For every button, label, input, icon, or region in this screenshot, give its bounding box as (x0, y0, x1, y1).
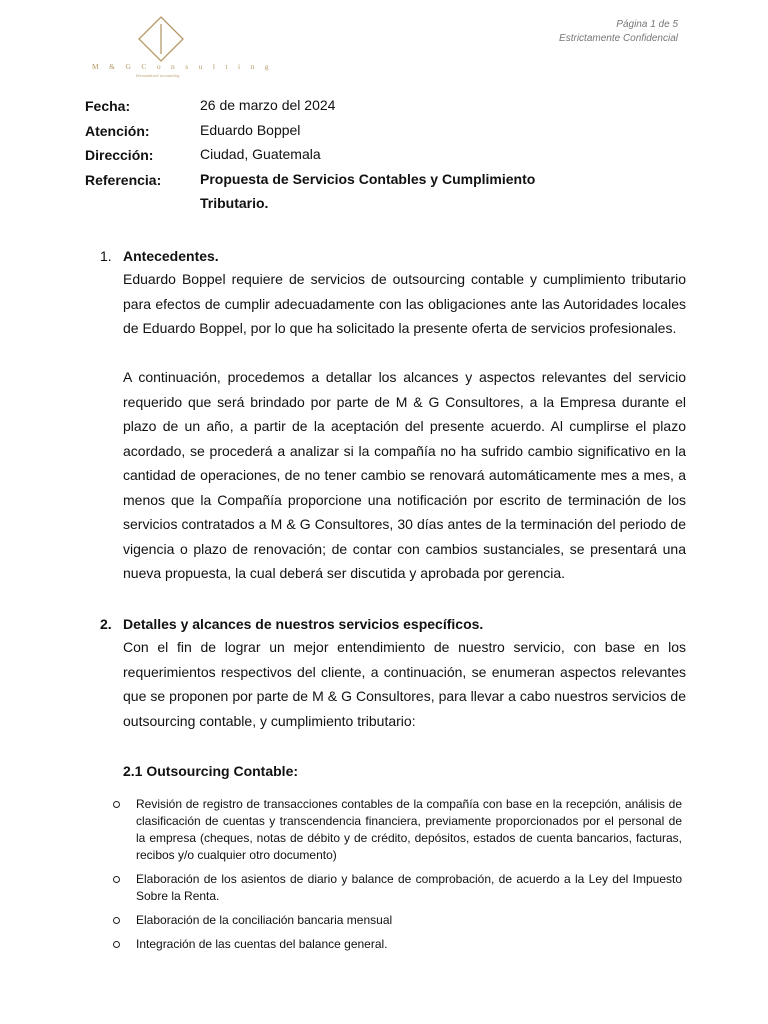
document-meta (85, 97, 685, 211)
meta-value-address: Ciudad, Guatemala (200, 146, 321, 162)
list-item-text: Elaboración de la conciliación bancaria mensual (136, 913, 393, 927)
section-number: 1. (100, 248, 112, 264)
company-logo (86, 16, 273, 84)
meta-label: Dirección: (85, 147, 154, 163)
section-paragraph: Eduardo Boppel requiere de servicios de outsourcing contable y cumplimiento tributario para efectos de cumplir adecuadamente con las obligaciones ante las Autoridades locales de Eduardo Boppel, por lo que ha solicitado la presente oferta de servicios profesionales. (123, 271, 686, 336)
bullet-list (112, 796, 682, 960)
section-heading: Antecedentes. (123, 248, 219, 264)
hollow-bullet-icon (113, 917, 120, 924)
page-header-info (559, 18, 678, 46)
meta-value-reference: Propuesta de Servicios Contables y Cumplimiento Tributario. (200, 170, 536, 211)
hollow-bullet-icon (113, 941, 120, 948)
confidential-label: Estrictamente Confidencial (559, 33, 678, 44)
meta-row-reference (85, 170, 685, 211)
logo-wordmark: M & G C o n s u l t i n g (92, 62, 273, 71)
section-paragraph: A continuación, procedemos a detallar los alcances y aspectos relevantes del servicio requerido que será brindado por parte de M & G Consultores, a la Empresa durante el plazo de un año, a partir de la aceptación del presente acuerdo. Al cumplirse el plazo acordado, se procederá a analizar si la compañía no ha sufrido cambio significativo en la cantidad de operaciones, de no tener cambio se renovará automáticamente mes a mes, a menos que la Compañía proporcione una notificación por escrito de terminación de los servicios contratados a M & G Consultores, 30 días antes de la terminación del periodo de vigencia o plazo de renovación; de contar con cambios sustanciales, se presentará una nueva propuesta, la cual deberá ser discutida y aprobada por gerencia. (123, 369, 686, 581)
logo-tagline: Personalized accounting (136, 74, 180, 78)
meta-value-attention: Eduardo Boppel (200, 121, 301, 138)
diamond-logo-icon (138, 16, 184, 62)
meta-label: Fecha: (85, 98, 131, 114)
list-item-text: Elaboración de los asientos de diario y balance de comprobación, de acuerdo a la Ley del Impuesto Sobre la Renta. (136, 872, 682, 903)
list-item (112, 871, 682, 905)
list-item-text: Revisión de registro de transacciones contables de la compañía con base en la recepción, análisis de clasificación de cuentas y transcendencia financiera, previamente proporcionados por el personal de la empresa (cheques, notas de débito y de crédito, depósitos, estados de cuenta bancarios, facturas, recibos y/o cualquier otro documento) (136, 797, 682, 862)
section-paragraph: Con el fin de lograr un mejor entendimiento de nuestro servicio, con base en los requerimientos respectivos del cliente, a continuación, se enumeran aspectos relevantes que se proponen por parte de M & G Consultores, para llevar a cabo nuestros servicios de outsourcing contable, y cumplimiento tributario: (123, 639, 686, 729)
meta-label: Referencia: (85, 171, 162, 188)
meta-label: Atención: (85, 122, 150, 139)
section-number: 2. (100, 616, 112, 632)
hollow-bullet-icon (113, 801, 120, 808)
subsection-heading: 2.1 Outsourcing Contable: (123, 763, 299, 779)
list-item (112, 796, 682, 864)
list-item (112, 912, 682, 929)
hollow-bullet-icon (113, 876, 120, 883)
page-number: Página 1 de 5 (616, 19, 678, 30)
meta-value-date: 26 de marzo del 2024 (200, 97, 336, 113)
section-heading: Detalles y alcances de nuestros servicios específicos. (123, 616, 484, 632)
list-item (112, 936, 682, 953)
list-item-text: Integración de las cuentas del balance general. (136, 937, 388, 951)
